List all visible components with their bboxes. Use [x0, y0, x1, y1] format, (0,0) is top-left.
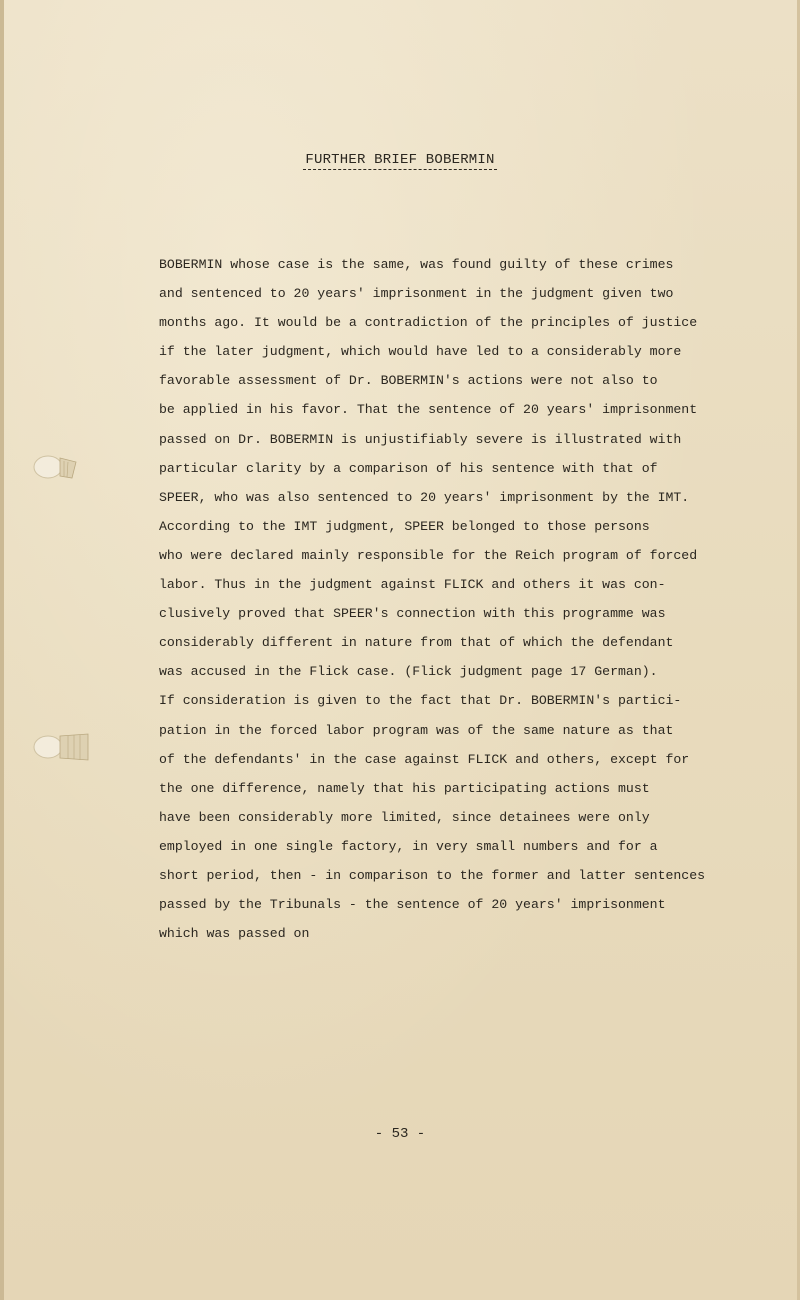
body-line: If consideration is given to the fact that Dr. BOBERMIN's partici-	[159, 693, 682, 709]
body-line: of the defendants' in the case against FLICK and others, except for	[159, 751, 690, 767]
punch-hole-mark	[32, 730, 78, 760]
body-line: passed on Dr. BOBERMIN is unjustifiably severe is illustrated with	[159, 431, 682, 447]
body-line: labor. Thus in the judgment against FLICK and others it was con-	[159, 577, 666, 593]
body-line: be applied in his favor. That the sentence of 20 years' imprisonment	[159, 402, 698, 418]
body-line: was accused in the Flick case. (Flick judgment page 17 German).	[159, 664, 658, 680]
body-line: who were declared mainly responsible for the Reich program of forced	[159, 547, 698, 563]
document-body	[159, 250, 759, 948]
body-line: favorable assessment of Dr. BOBERMIN's actions were not also to	[159, 373, 658, 389]
body-line: According to the IMT judgment, SPEER belonged to those persons	[159, 518, 650, 534]
body-line: and sentenced to 20 years' imprisonment in the judgment given two	[159, 286, 674, 302]
body-line: clusively proved that SPEER's connection with this programme was	[159, 606, 666, 622]
body-line: pation in the forced labor program was of the same nature as that	[159, 722, 674, 738]
body-line: employed in one single factory, in very small numbers and for a	[159, 838, 658, 854]
page-number: - 53 -	[374, 1126, 426, 1142]
body-line: short period, then - in comparison to the former and latter sentences	[159, 867, 706, 883]
body-line: passed by the Tribunals - the sentence of 20 years' imprisonment	[159, 897, 666, 913]
body-line: the one difference, namely that his participating actions must	[159, 780, 650, 796]
body-line: have been considerably more limited, since detainees were only	[159, 809, 650, 825]
document-title-text: FURTHER BRIEF BOBERMIN	[305, 152, 495, 168]
page-left-edge	[0, 0, 4, 1300]
body-line: particular clarity by a comparison of his sentence with that of	[159, 460, 658, 476]
body-line: BOBERMIN whose case is the same, was found guilty of these crimes	[159, 257, 674, 272]
punch-hole-mark	[32, 452, 78, 482]
body-line: if the later judgment, which would have led to a considerably more	[159, 344, 682, 360]
body-line: months ago. It would be a contradiction of the principles of justice	[159, 315, 698, 331]
body-line: considerably different in nature from that of which the defendant	[159, 635, 674, 651]
body-line: which was passed on	[159, 926, 310, 942]
body-line: SPEER, who was also sentenced to 20 years' imprisonment by the IMT.	[159, 489, 690, 505]
document-title	[0, 152, 800, 170]
